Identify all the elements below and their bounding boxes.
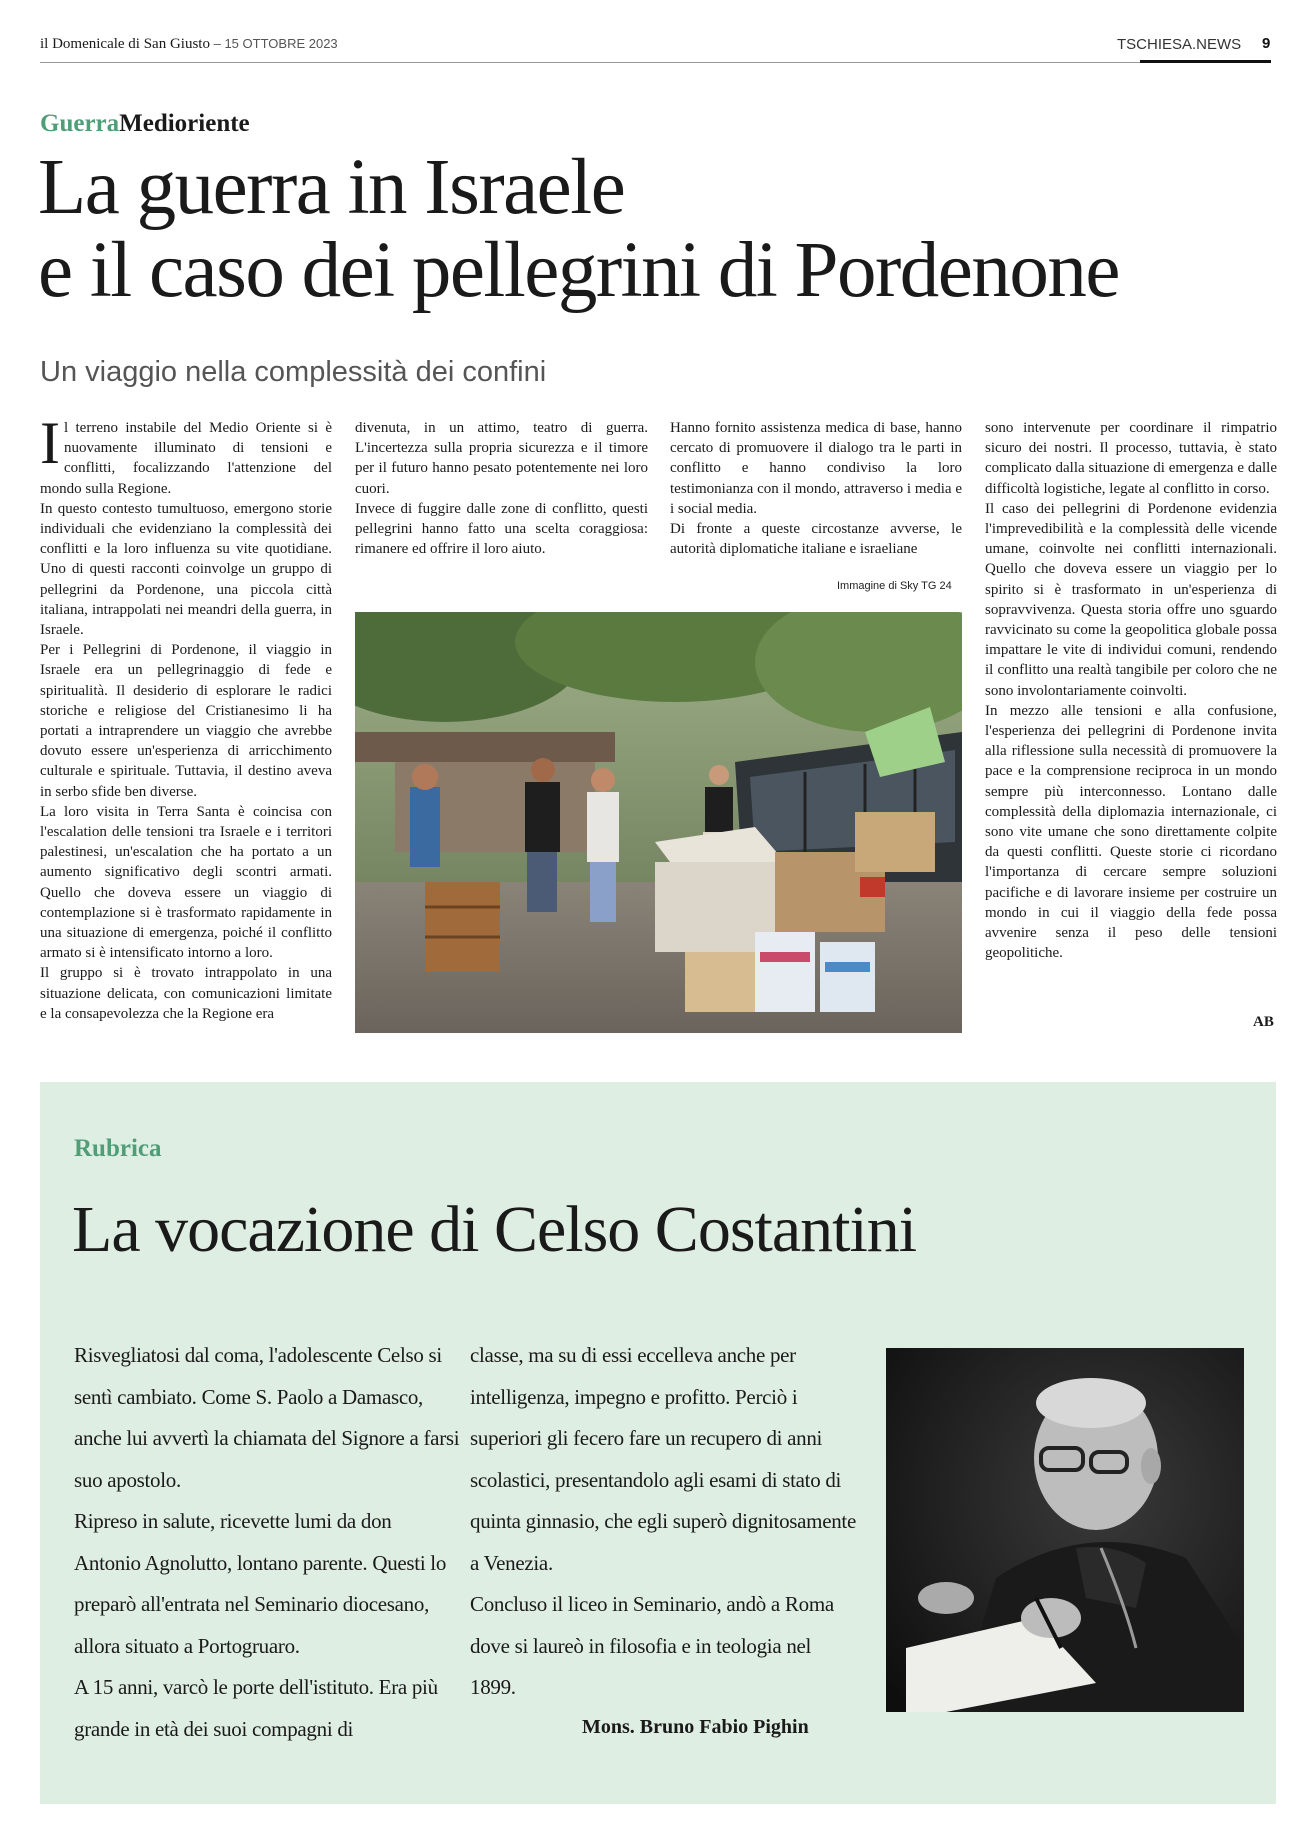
article-kicker xyxy=(40,110,250,138)
paragraph: In questo contesto tumultuoso, emergono storie individuali che evidenziano la complessità dei conflitti e la loro influenza su vite quotidiane. Uno di questi racconti coinvolge un gruppo di pellegrini da Pordenone, una piccola città italiana, intrappolati nei meandri della guerra, in Israele. xyxy=(40,500,332,639)
paragraph: classe, ma su di essi eccelleva anche per intelligenza, impegno e profitto. Perciò i superiori gli fecero fare un recupero di anni scolastici, presentandolo agli esami di stato di quinta ginnasio, che egli superò dignitosamente a Venezia. xyxy=(470,1343,856,1575)
article-signature: AB xyxy=(1253,1014,1274,1030)
kicker-section: Guerra xyxy=(40,110,120,137)
page-number: 9 xyxy=(1262,35,1271,52)
paragraph: Per i Pellegrini di Pordenone, il viaggio in Israele era un pellegrinaggio di fede e spiritualità. Il desiderio di esplorare le radici storiche e religiose del Cristianesimo li ha portati a intraprendere un viaggio che avrebbe dovuto essere un'esperienza di arricchimento culturale e spirituale. Tuttavia, il destino aveva in serbo sfide ben diverse. xyxy=(40,642,332,800)
paragraph xyxy=(40,410,332,499)
article-headline xyxy=(38,146,1278,312)
paragraph: Ripreso in salute, ricevette lumi da don Antonio Agnolutto, lontano parente. Questi lo preparò all'entrata nel Seminario diocesano, allora situato a Portogruaro. xyxy=(74,1509,447,1658)
article-column-4 xyxy=(985,418,1277,963)
paragraph: La loro visita in Terra Santa è coincisa con l'escalation delle tensioni tra Israele e i territori palestinesi, un'escalation che ha portato a un aumento significativo degli scontri armati. Quello che doveva essere un viaggio di contemplazione si è trasformato rapidamente in una situazione di emergenza, poiché il conflitto armato si è intensificato intorno a loro. xyxy=(40,803,332,962)
publication-header xyxy=(40,36,338,53)
paragraph: Invece di fuggire dalle zone di conflitto, questi pellegrini hanno fatto una scelta coraggiosa: rimanere ed offrire il loro aiuto. xyxy=(355,500,648,558)
paragraph: Risvegliatosi dal coma, l'adolescente Celso si sentì cambiato. Come S. Paolo a Damasco, anche lui avvertì la chiamata del Signore a farsi suo apostolo. xyxy=(74,1343,460,1492)
site-name: TSCHIESA.NEWS xyxy=(1117,36,1242,53)
article-subtitle: Un viaggio nella complessità dei confini xyxy=(40,356,547,388)
paragraph: In mezzo alle tensioni e alla confusione, l'esperienza dei pellegrini di Pordenone invita alla riflessione sulla necessità di promuovere la pace e la comprensione reciproca in un mondo sempre più interconnesso. Lontano dalle complessità della diplomazia internazionale, ci sono vite umane che sono direttamente colpite da questi conflitti. Queste storie ci ricordano l'importanza di cercare sempre soluzioni pacifiche e di lavorare insieme per costruire un mondo in cui il viaggio della fede possa avvenire senza il peso delle tensioni geopolitiche. xyxy=(985,702,1277,962)
rubrica-column-2 xyxy=(470,1335,856,1709)
drop-cap: I xyxy=(40,410,60,476)
paragraph: Il caso dei pellegrini di Pordenone evidenzia l'imprevedibilità e la complessità delle vicende umane, coinvolte nei conflitti internazionali. Quello che doveva essere un viaggio per lo spirito si è trasformato in un'esperienza di sopravvivenza. Questa storia offre uno sguardo ravvicinato su come la geopolitica globale possa impattare le vite di individui comuni, rendendo il conflitto una realtà tangibile per coloro che ne sono involontariamente coinvolti. xyxy=(985,500,1277,699)
news-photo xyxy=(355,612,962,1033)
page-number-rule xyxy=(1140,60,1271,63)
rubrica-column-1 xyxy=(74,1335,460,1750)
article-column-1 xyxy=(40,410,332,1024)
kicker-topic: Medioriente xyxy=(119,110,250,137)
article-column-2 xyxy=(355,418,648,559)
header-separator: – xyxy=(209,36,225,51)
rubrica-title: La vocazione di Celso Costantini xyxy=(72,1193,917,1266)
paragraph: Hanno fornito assistenza medica di base, hanno cercato di promuovere il dialogo tra le parti in conflitto e hanno condiviso la loro testimonianza con il mondo, attraverso i media e i social media. xyxy=(670,420,962,517)
paragraph: A 15 anni, varcò le porte dell'istituto. Era più grande in età dei suoi compagni di xyxy=(74,1675,438,1741)
rubrica-signature: Mons. Bruno Fabio Pighin xyxy=(582,1716,809,1738)
headline-line-1: La guerra in Israele xyxy=(38,144,625,231)
photo-caption: Immagine di Sky TG 24 xyxy=(837,580,952,592)
paragraph: divenuta, in un attimo, teatro di guerra. L'incertezza sulla propria sicurezza e il timore per il futuro hanno pesato potentemente nei loro cuori. xyxy=(355,420,648,497)
portrait-photo xyxy=(886,1348,1244,1712)
paragraph: Il gruppo si è trovato intrappolato in una situazione delicata, con comunicazioni limitate e la consapevolezza che la Regione era xyxy=(40,965,332,1022)
headline-line-2: e il caso dei pellegrini di Pordenone xyxy=(38,227,1119,314)
paragraph: Concluso il liceo in Seminario, andò a Roma dove si laureò in filosofia e in teologia nel 1899. xyxy=(470,1592,834,1699)
header-rule xyxy=(40,62,1271,63)
rubrica-kicker: Rubrica xyxy=(74,1135,162,1162)
paragraph: sono intervenute per coordinare il rimpatrio sicuro dei nostri. Il processo, tuttavia, è stato complicato dalla situazione di emergenza e dalle difficoltà logistiche, legate al conflitto in corso. xyxy=(985,420,1277,497)
photo-illustration xyxy=(355,612,962,1033)
article-column-3 xyxy=(670,418,962,559)
issue-date: 15 OTTOBRE 2023 xyxy=(224,36,338,51)
paragraph: Di fronte a queste circostanze avverse, le autorità diplomatiche italiane e israeliane xyxy=(670,521,962,558)
paragraph-text: l terreno instabile del Medio Oriente si è nuovamente illuminato di tensioni e conflitti, focalizzando l'attenzione del mondo sulla Regione. xyxy=(40,420,332,497)
publication-name: il Domenicale di San Giusto xyxy=(40,36,210,52)
portrait-illustration xyxy=(886,1348,1244,1712)
